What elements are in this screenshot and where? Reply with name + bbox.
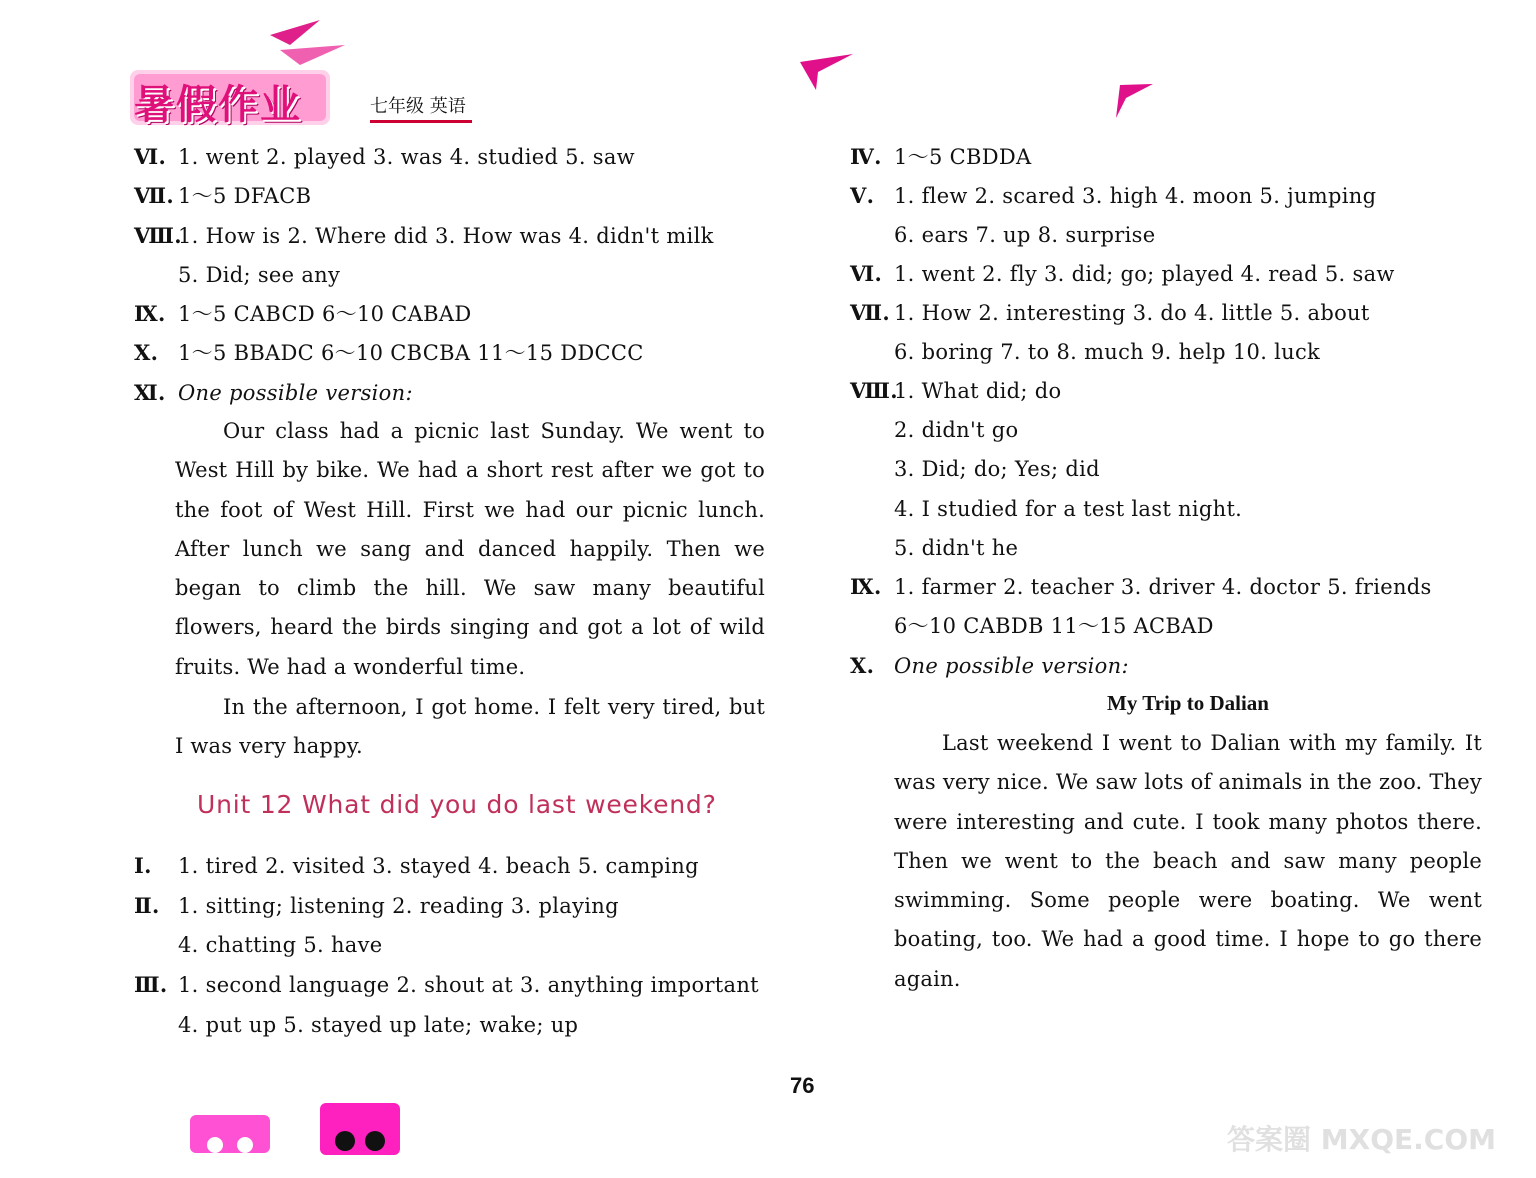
unit-answer-line-3-cont: 4. put up 5. stayed up late; wake; up bbox=[178, 1013, 579, 1037]
answer-line-8-right-4: 4. I studied for a test last night. bbox=[894, 497, 1243, 521]
answer-line-8-cont: 5. Did; see any bbox=[178, 263, 341, 287]
answer-line-6-right: Ⅵ. 1. went 2. fly 3. did; go; played 4. read 5. saw bbox=[850, 261, 1395, 286]
essay-paragraph-right: Last weekend I went to Dalian with my family. It was very nice. We saw lots of animals in the zoo. They were interesting and cute. I took many photos there. Then we went to the beach and saw many people swimming. Some people were boating. We went boating, too. We had a good time. I hope to go there again. bbox=[894, 731, 1482, 991]
pink-pennant-icon bbox=[1108, 80, 1158, 120]
unit-title: Unit 12 What did you do last weekend? bbox=[197, 790, 717, 819]
answer-line-7-right-cont: 6. boring 7. to 8. much 9. help 10. luck bbox=[894, 340, 1321, 364]
answer-line-9-right: Ⅸ. 1. farmer 2. teacher 3. driver 4. doctor 5. friends bbox=[850, 574, 1432, 599]
answer-line-8-right: Ⅷ.1. What did; do bbox=[850, 378, 1062, 403]
unit-answer-line-1: Ⅰ. 1. tired 2. visited 3. stayed 4. beach 5. camping bbox=[134, 853, 699, 878]
site-watermark: 答案圈 MXQE.COM bbox=[1227, 1123, 1496, 1156]
answer-line-8-right-2: 2. didn't go bbox=[894, 418, 1019, 442]
answer-line-10-right: Ⅹ. One possible version: bbox=[850, 653, 1129, 678]
book-title: 暑假作业 bbox=[134, 82, 302, 128]
answer-line-8: Ⅷ.1. How is 2. Where did 3. How was 4. didn't milk bbox=[134, 223, 714, 248]
footer-decoration bbox=[185, 1095, 405, 1160]
answer-line-11: Ⅺ. One possible version: bbox=[134, 380, 413, 405]
answer-line-8-right-5: 5. didn't he bbox=[894, 536, 1019, 560]
answer-line-4: Ⅳ. 1～5 CBDDA bbox=[850, 144, 1032, 169]
answer-line-8-right-3: 3. Did; do; Yes; did bbox=[894, 457, 1100, 481]
unit-answer-line-2: Ⅱ. 1. sitting; listening 2. reading 3. playing bbox=[134, 893, 619, 918]
answer-line-5: Ⅴ. 1. flew 2. scared 3. high 4. moon 5. jumping bbox=[850, 183, 1377, 208]
answer-line-7: Ⅶ. 1～5 DFACB bbox=[134, 183, 312, 208]
answer-line-9-right-cont: 6～10 CABDB 11～15 ACBAD bbox=[894, 614, 1214, 638]
answer-line-9: Ⅸ. 1～5 CABCD 6～10 CABAD bbox=[134, 301, 472, 326]
answer-line-6: Ⅵ. 1. went 2. played 3. was 4. studied 5. saw bbox=[134, 144, 635, 169]
page-number: 76 bbox=[790, 1073, 815, 1098]
unit-answer-line-3: Ⅲ. 1. second language 2. shout at 3. anything important bbox=[134, 972, 759, 997]
unit-answer-line-2-cont: 4. chatting 5. have bbox=[178, 933, 383, 957]
answer-line-10: Ⅹ. 1～5 BBADC 6～10 CBCBA 11～15 DDCCC bbox=[134, 340, 644, 365]
pink-pennant-icon bbox=[798, 52, 858, 92]
answer-line-5-cont: 6. ears 7. up 8. surprise bbox=[894, 223, 1156, 247]
essay-paragraph-1: Our class had a picnic last Sunday. We went to West Hill by bike. We had a short rest after we got to the foot of West Hill. First we had our picnic lunch. After lunch we sang and danced happily. Then we began to climb the hill. We saw many beautiful flowers, heard the birds singing and got a lot of wild fruits. We had a wonderful time. bbox=[175, 419, 765, 679]
answer-line-7-right: Ⅶ. 1. How 2. interesting 3. do 4. little 5. about bbox=[850, 300, 1370, 325]
essay-title: My Trip to Dalian bbox=[1107, 691, 1269, 715]
book-subtitle: 七年级 英语 bbox=[370, 92, 472, 123]
essay-paragraph-2: In the afternoon, I got home. I felt very tired, but I was very happy. bbox=[175, 695, 765, 759]
